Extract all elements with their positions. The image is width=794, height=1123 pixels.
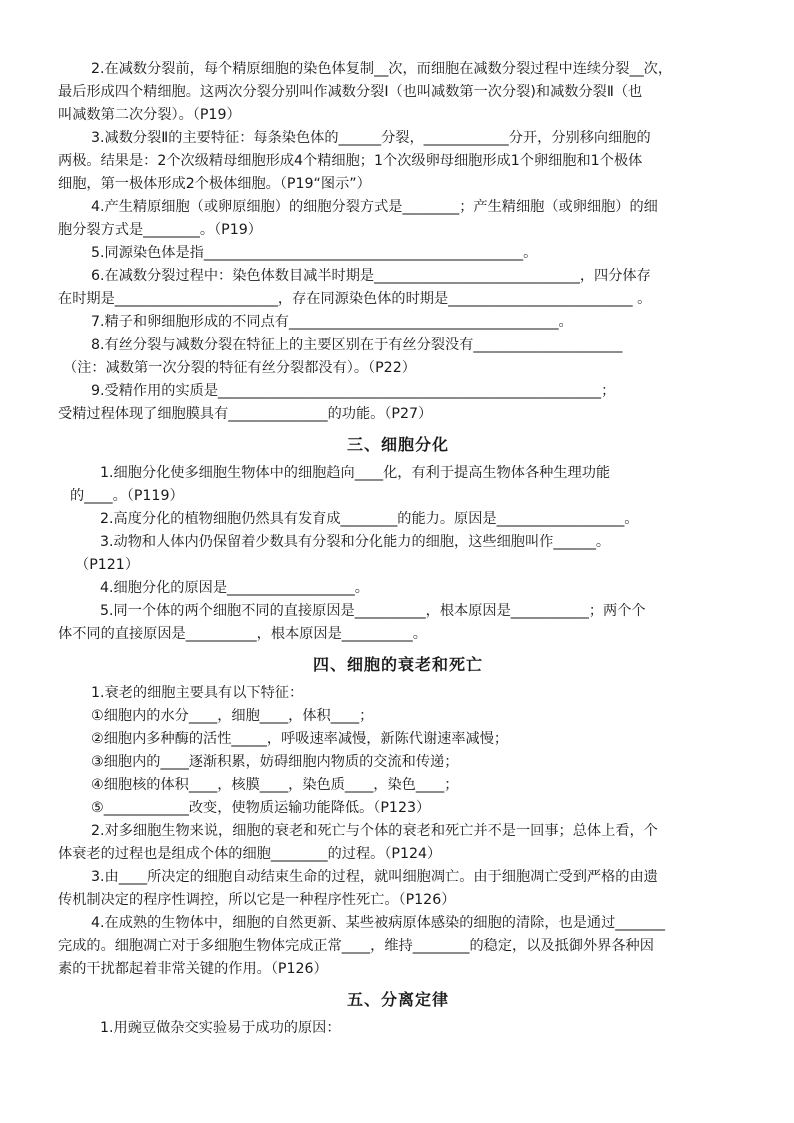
- question-line: 5.同源染色体是指_____________________________________________。: [91, 245, 538, 261]
- question-line: 体不同的直接原因是__________，根本原因是__________。: [58, 626, 427, 642]
- question-line: 2.对多细胞生物来说，细胞的衰老和死亡与个体的衰老和死亡并不是一回事；总体上看，个: [91, 823, 658, 839]
- question-line: 2.高度分化的植物细胞仍然具有发育成________的能力。原因是__________________。: [100, 511, 639, 527]
- meiosis-questions: [58, 58, 738, 426]
- question-line: 4.在成熟的生物体中，细胞的自然更新、某些被病原体感染的细胞的清除，也是通过_______: [91, 915, 665, 931]
- question-line: 素的干扰都起着非常关键的作用。（P126）: [58, 961, 328, 977]
- question-line: 7.精子和卵细胞形成的不同点有______________________________________。: [91, 314, 573, 330]
- question-line: 8.有丝分裂与减数分裂在特征上的主要区别在于有丝分裂没有_____________________: [91, 337, 623, 353]
- question-line: 1.用豌豆做杂交实验易于成功的原因：: [100, 1020, 341, 1036]
- question-line: 受精过程体现了细胞膜具有______________的功能。（P27）: [58, 406, 433, 422]
- question-line: 两极。结果是：2个次级精母细胞形成4个精细胞；1个次级卵母细胞形成1个卵细胞和1个极体: [58, 153, 643, 169]
- differentiation-questions: [58, 462, 738, 646]
- question-line: 细胞，第一极体形成2个极体细胞。（P19“图示”）: [58, 176, 371, 192]
- question-line: 4.产生精原细胞（或卵原细胞）的细胞分裂方式是________；产生精细胞（或卵细胞）的细: [91, 199, 658, 215]
- question-line: 完成的。细胞凋亡对于多细胞生物体完成正常____，维持________的稳定，以及抵御外界各种因: [58, 938, 654, 954]
- worksheet-page: [58, 58, 738, 1040]
- question-line: 1.细胞分化使多细胞生物体中的细胞趋向____化，有利于提高生物体各种生理功能: [100, 465, 611, 481]
- question-line: 4.细胞分化的原因是__________________。: [100, 580, 369, 596]
- question-line: ③细胞内的____逐渐积累，妨碍细胞内物质的交流和传递；: [91, 754, 459, 770]
- section-title-segregation: 五、分离定律: [346, 990, 449, 1009]
- question-line: ④细胞核的体积____，核膜____，染色质____，染色____；: [91, 777, 459, 793]
- question-line: 3.由____所决定的细胞自动结束生命的过程，就叫细胞凋亡。由于细胞凋亡受到严格的由遗: [91, 869, 658, 885]
- question-line: ⑤____________改变，使物质运输功能降低。（P123）: [91, 800, 431, 816]
- question-line: 6.在减数分裂过程中：染色体数目减半时期是_____________________________，四分体存: [91, 268, 651, 284]
- question-line: 叫减数第二次分裂）。（P19）: [58, 107, 241, 123]
- question-line: 在时期是_______________________，存在同源染色体的时期是__________________________ 。: [58, 291, 652, 307]
- question-line: 的____。（P119）: [70, 488, 184, 504]
- aging-questions: [58, 682, 738, 981]
- question-line: （P121）: [75, 557, 140, 573]
- question-line: ②细胞内多种酶的活性_____，呼吸速率减慢，新陈代谢速率减慢；: [91, 731, 509, 747]
- section-title-differentiation: 三、细胞分化: [346, 435, 449, 454]
- question-line: 3.动物和人体内仍保留着少数具有分裂和分化能力的细胞，这些细胞叫作______。: [100, 534, 611, 550]
- question-line: 3.减数分裂Ⅱ的主要特征：每条染色体的______分裂，____________分开，分别移向细胞的: [91, 130, 651, 146]
- question-line: 2.在减数分裂前，每个精原细胞的染色体复制__次，而细胞在减数分裂过程中连续分裂__次，: [91, 61, 673, 77]
- section-title-aging: 四、细胞的衰老和死亡: [312, 655, 483, 674]
- question-line: （注：减数第一次分裂的特征有丝分裂都没有）。（P22）: [63, 360, 416, 376]
- question-line: ①细胞内的水分____，细胞____，体积____；: [91, 708, 374, 724]
- question-line: 体衰老的过程也是组成个体的细胞________的过程。（P124）: [58, 846, 442, 862]
- question-line: 1.衰老的细胞主要具有以下特征：: [91, 685, 304, 701]
- segregation-questions: [58, 1017, 738, 1040]
- question-line: 传机制决定的程序性调控，所以它是一种程序性死亡。（P126）: [58, 892, 456, 908]
- question-line: 9.受精作用的实质是______________________________________________________；: [91, 383, 616, 399]
- question-line: 胞分裂方式是________。（P19）: [58, 222, 262, 238]
- question-line: 5.同一个体的两个细胞不同的直接原因是__________，根本原因是___________；两个个: [100, 603, 646, 619]
- question-line: 最后形成四个精细胞。这两次分裂分别叫作减数分裂Ⅰ（也叫减数第一次分裂)和减数分裂Ⅱ（也: [58, 84, 643, 100]
